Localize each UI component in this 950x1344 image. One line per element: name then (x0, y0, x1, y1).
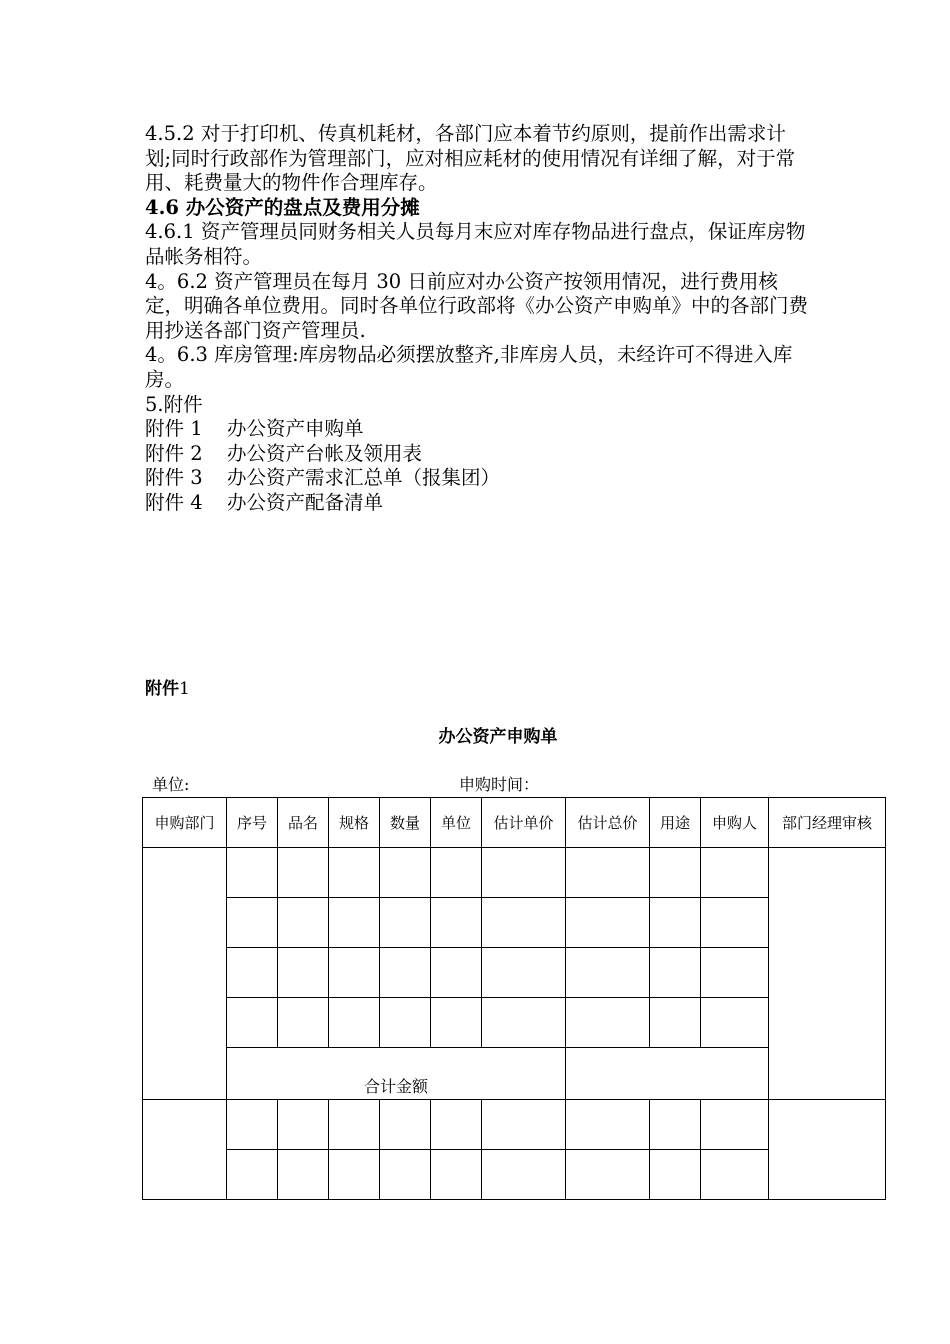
table-cell[interactable] (566, 998, 650, 1048)
table-cell[interactable] (278, 898, 329, 948)
table-header-row (143, 798, 886, 848)
table-cell[interactable] (431, 948, 482, 998)
table-cell[interactable] (329, 1100, 380, 1150)
column-header: 品名 (278, 798, 329, 848)
table-cell[interactable] (380, 1150, 431, 1200)
table-cell[interactable] (227, 998, 278, 1048)
purchase-request-table (142, 797, 886, 1200)
table-cell[interactable] (701, 1100, 769, 1150)
column-header: 估计总价 (566, 798, 650, 848)
table-cell[interactable] (701, 948, 769, 998)
attachment-number: 附件 3 (145, 466, 203, 490)
table-cell[interactable] (431, 898, 482, 948)
table-cell[interactable] (482, 948, 566, 998)
column-header: 数量 (380, 798, 431, 848)
manager-approval-cell[interactable] (769, 848, 886, 1100)
table-cell[interactable] (227, 898, 278, 948)
table-cell[interactable] (650, 1150, 701, 1200)
table-cell[interactable] (278, 1100, 329, 1150)
table-cell[interactable] (278, 948, 329, 998)
form-title: 办公资产申购单 (438, 727, 558, 747)
table-cell[interactable] (566, 898, 650, 948)
table-cell[interactable] (227, 1100, 278, 1150)
table-cell[interactable] (650, 898, 701, 948)
column-header: 申购部门 (143, 798, 227, 848)
table-cell[interactable] (380, 998, 431, 1048)
department-cell[interactable] (143, 848, 227, 1100)
table-cell[interactable] (278, 1150, 329, 1200)
table-cell[interactable] (329, 898, 380, 948)
table-cell[interactable] (380, 948, 431, 998)
attachment-label-number: 1 (179, 679, 190, 699)
paragraph-4-6-3: 4。6.3 库房管理:库房物品必须摆放整齐,非库房人员，未经许可不得进入库房。 (145, 343, 793, 391)
table-row (143, 1100, 886, 1150)
attachment-number: 附件 2 (145, 441, 203, 465)
table-cell[interactable] (329, 848, 380, 898)
attachment-number: 附件 1 (145, 417, 203, 441)
table-row (143, 848, 886, 898)
table-cell[interactable] (227, 1150, 278, 1200)
column-header: 估计单价 (482, 798, 566, 848)
table-cell[interactable] (701, 998, 769, 1048)
attachment-title: 办公资产需求汇总单（报集团） (227, 466, 501, 490)
column-header: 单位 (431, 798, 482, 848)
table-cell[interactable] (278, 998, 329, 1048)
body-text (145, 122, 810, 516)
table-cell[interactable] (650, 998, 701, 1048)
column-header: 部门经理审核 (769, 798, 886, 848)
column-header: 申购人 (701, 798, 769, 848)
table-cell[interactable] (482, 998, 566, 1048)
paragraph-4-6-1: 4.6.1 资产管理员同财务相关人员每月末应对库存物品进行盘点，保证库房物品帐务相符。 (145, 220, 806, 268)
table-cell[interactable] (566, 848, 650, 898)
purchase-time-label: 申购时间： (459, 775, 540, 794)
table-cell[interactable] (701, 898, 769, 948)
table-cell[interactable] (482, 1150, 566, 1200)
table-cell[interactable] (380, 848, 431, 898)
table-cell[interactable] (701, 848, 769, 898)
paragraph-4-6-2: 4。6.2 资产管理员在每月 30 日前应对办公资产按领用情况，进行费用核定，明确各单位费用。同时各单位行政部将《办公资产申购单》中的各部门费用抄送各部门资产管理员. (145, 269, 809, 342)
table-cell[interactable] (380, 898, 431, 948)
column-header: 序号 (227, 798, 278, 848)
table-cell[interactable] (566, 948, 650, 998)
section-heading-5: 5.附件 (145, 392, 203, 416)
total-amount-label: 合计金额 (227, 1048, 566, 1100)
total-amount-value[interactable] (566, 1048, 769, 1100)
table-cell[interactable] (431, 998, 482, 1048)
table-cell[interactable] (329, 998, 380, 1048)
table-cell[interactable] (431, 1100, 482, 1150)
table-cell[interactable] (482, 1100, 566, 1150)
attachment-item (145, 442, 810, 467)
manager-approval-cell[interactable] (769, 1100, 886, 1200)
table-cell[interactable] (650, 848, 701, 898)
attachment-1-label (145, 674, 190, 699)
unit-label: 单位: (152, 775, 190, 794)
table-cell[interactable] (566, 1100, 650, 1150)
column-header: 用途 (650, 798, 701, 848)
table-cell[interactable] (227, 948, 278, 998)
table-cell[interactable] (329, 1150, 380, 1200)
attachment-item (145, 491, 810, 516)
table-cell[interactable] (329, 948, 380, 998)
department-cell[interactable] (143, 1100, 227, 1200)
table-cell[interactable] (431, 1150, 482, 1200)
table-cell[interactable] (482, 848, 566, 898)
table-cell[interactable] (482, 898, 566, 948)
table-cell[interactable] (431, 848, 482, 898)
table-cell[interactable] (701, 1150, 769, 1200)
attachment-item (145, 417, 810, 442)
attachment-item (145, 466, 810, 491)
table-cell[interactable] (227, 848, 278, 898)
table-cell[interactable] (380, 1100, 431, 1150)
table-cell[interactable] (566, 1150, 650, 1200)
paragraph-4-5-2: 4.5.2 对于打印机、传真机耗材，各部门应本着节约原则，提前作出需求计划;同时行政部作为管理部门，应对相应耗材的使用情况有详细了解，对于常用、耗费量大的物件作合理库存。 (145, 122, 796, 195)
attachment-title: 办公资产申购单 (227, 417, 364, 441)
table-cell[interactable] (650, 1100, 701, 1150)
attachment-title: 办公资产台帐及领用表 (227, 441, 423, 465)
column-header: 规格 (329, 798, 380, 848)
table-cell[interactable] (278, 848, 329, 898)
attachment-number: 附件 4 (145, 490, 203, 514)
table-cell[interactable] (650, 948, 701, 998)
section-heading-4-6: 4.6 办公资产的盘点及费用分摊 (145, 195, 420, 219)
attachment-title: 办公资产配备清单 (227, 490, 384, 514)
attachment-label-text: 附件 (145, 679, 179, 699)
